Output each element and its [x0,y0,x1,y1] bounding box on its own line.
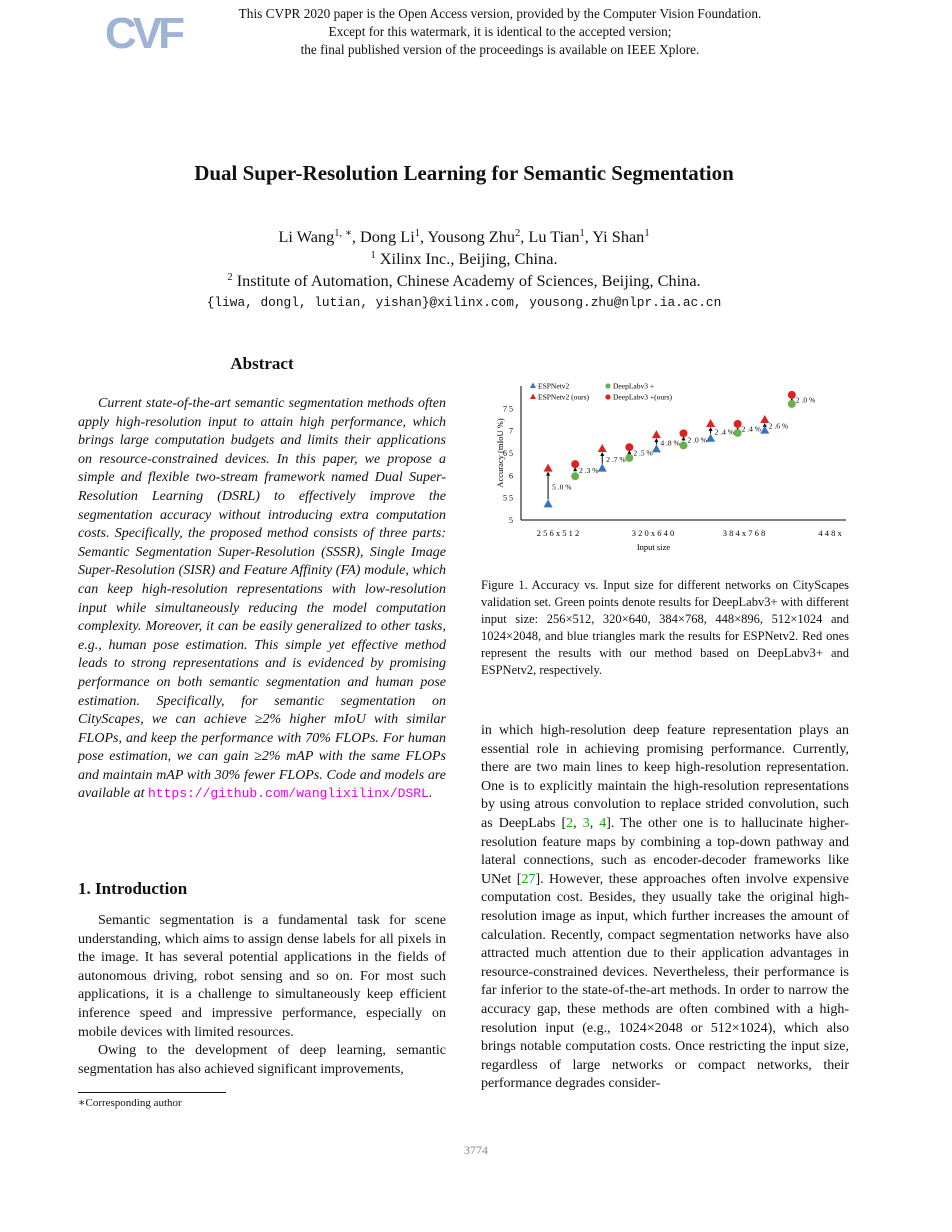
citation-link[interactable]: 3 [582,815,590,831]
data-point [652,430,661,438]
improvement-arrowhead [709,427,713,431]
gain-label: 2 .6 % [768,421,789,431]
gain-label: 2 .4 % [741,424,762,434]
code-link[interactable]: https://github.com/wanglixilinx/DSRL [148,786,429,802]
x-tick-label: 2 5 6 x 5 1 2 [536,528,580,538]
gain-label: 2 .5 % [633,448,653,458]
y-axis-label: Accuracy (mIoU %) [495,418,505,488]
intro-paragraph-1: Semantic segmentation is a fundamental task for scene understanding, which aims to assign dense labels for all pixels in the image. It has several potential applications in the fields of autonomous driving, robot sensing and so on. For most such applications, it is a challenge to simultaneously keep efficient inference speed and impressive performance, especially on mobile devices with limited resources. [78,913,446,1040]
legend-label: ESPNetv2 [538,381,570,391]
footnote: ∗Corresponding author [78,1097,182,1109]
citation-link[interactable]: 27 [521,871,536,887]
y-tick-label: 7 5 [503,404,513,414]
data-point [680,429,688,437]
abstract-heading: Abstract [230,354,294,373]
watermark-line-2: Except for this watermark, it is identical to the accepted version; [328,24,672,39]
data-point [544,499,553,507]
cvf-logo [105,8,181,58]
gain-label: 2 .0 % [795,395,816,405]
data-point [788,391,796,399]
legend-label: ESPNetv2 (ours) [538,392,590,402]
gain-label: 2 .0 % [687,435,707,445]
figure-1-caption: Figure 1. Accuracy vs. Input size for different networks on CityScapes validation set. Green points denote results for DeepLabv3+ with different input size: 256×512, 320×640, 384×768, 448×896, 512×1024 and 1024×2048, and blue triangles mark the results for ESPNetv2. Red ones represent the results with our method based on DeepLabv3+ and ESPNetv2, respectively. [481,578,849,677]
data-point [571,472,579,480]
data-point [788,400,796,408]
y-tick-label: 6 5 [503,449,513,458]
data-point [625,454,633,462]
data-point [625,443,633,451]
open-access-watermark [180,5,820,59]
citation-link[interactable]: 4 [599,815,607,831]
abstract-body: Current state-of-the-art semantic segmentation methods often apply high-resolution input to attain high performance, which brings large computation budgets and limits their applications on resource-constrained devices. In this paper, we propose a simple and flexible two-stream framework named Dual Super-Resolution Learning (DSRL) to effectively improve the segmentation accuracy without introducing extra computation costs. Specifically, the proposed method consists of three parts: Semantic Segmentation Super-Resolution (SSSR), Single Image Super-Resolution (SISR) and Feature Affinity (FA) module, which can keep high-resolution representations with low-resolution input while simultaneously reducing the model computation complexity. Moreover, it can be easily generalized to other tasks, e.g., human pose estimation. This simple yet effective method leads to strong representations and is evidenced by promising performance on both semantic segmentation and human pose estimation. Specifically, for semantic segmentation on CityScapes, we can achieve ≥2% higher mIoU with similar FLOPs, and keep the performance with 70% FLOPs. For human pose estimation, we can gain ≥2% mAP with the same FLOPs and maintain mAP with 30% fewer FLOPs. Code and models are available at https://github.com/wanglixilinx/DSRL. [78,396,446,802]
author-block [0,226,928,314]
accuracy-vs-input-size-chart [478,362,850,557]
x-tick-label: 3 2 0 x 6 4 0 [631,528,675,538]
gain-label: 2 .7 % [606,454,626,464]
watermark-line-3: the final published version of the proceedings is available on IEEE Xplore. [300,42,700,57]
y-tick-label: 5 [509,516,513,525]
cvf-logo-text: CVF [105,9,181,58]
legend-label: DeepLabv3 + [613,381,655,391]
x-axis-label: Input size [636,542,671,552]
data-point [571,460,579,468]
y-tick-label: 7 [509,426,513,436]
improvement-arrowhead [546,472,550,476]
gain-label: 4 .8 % [660,438,680,448]
right-paragraph: in which high-resolution deep feature representation plays an essential role in achieving promising performance. Currently, there are two main lines to keep high-resolution representation. One is to explicitly maintain the high-resolution representations by using atrous convolution to replace strided convolution, such as DeepLabs [2, 3, 4]. The other one is to hallucinate higher-resolution feature maps by combining a top-down pathway and lateral connections, such as encoder-decoder frameworks like UNet [27]. However, these approaches often involve expensive computation cost. Besides, they usually take the original high-resolution image as input, which further increases the amount of calculation. Recently, compact segmentation networks have also attracted much attention due to their application advantages in resource-constrained devices. Nevertheless, their performance is far inferior to the state-of-the-art methods. In order to narrow the accuracy gap, these methods are often combined with a high-resolution input (e.g., 1024×2048 or 512×1024), which also brings notable computation costs. Once restricting the input size, regardless of large networks or compact networks, their performance degrades consider- [481,723,850,1092]
data-point [544,464,553,472]
paper-title: Dual Super-Resolution Learning for Semantic Segmentation [194,161,734,185]
legend-marker [605,394,610,399]
data-point [734,429,742,437]
data-point [680,441,688,449]
page-number: 3774 [464,1143,488,1157]
author-names: Li Wang$^{1, ∗}$, Dong Li$^1$, Yousong Zhu$^2$, Lu Tian$^1$, Yi Shan$^1$ [278,227,650,246]
legend-marker [530,394,536,400]
x-tick-label: 4 4 8 x [818,528,842,538]
introduction-heading: 1. Introduction [78,879,188,898]
gain-label: 2 .3 % [579,466,599,476]
legend-label: DeepLabv3 +(ours) [613,392,673,402]
improvement-arrowhead [654,438,658,442]
author-emails: {liwa, dongl, lutian, yishan}@xilinx.com, yousong.zhu@nlpr.ia.ac.cn [206,295,722,310]
footnote-rule [78,1092,226,1093]
data-point [598,464,607,472]
watermark-line-1: This CVPR 2020 paper is the Open Access version, provided by the Computer Vision Foundation. [238,6,762,21]
intro-paragraph-2: Owing to the development of deep learning, semantic segmentation has also achieved significant improvements, [78,1043,446,1077]
right-column-body [481,722,849,1094]
improvement-arrowhead [600,452,604,456]
affiliation-1: $^1$ Xilinx Inc., Beijing, China. [370,249,558,268]
citation-link[interactable]: 2 [566,815,574,831]
legend-marker [530,383,536,389]
gain-label: 2 .4 % [714,427,734,437]
legend-marker [605,383,610,388]
affiliation-2: $^2$ Institute of Automation, Chinese Academy of Sciences, Beijing, China. [227,271,701,290]
data-point [734,420,742,428]
data-point [598,444,607,452]
data-point [706,419,715,427]
x-tick-label: 3 8 4 x 7 6 8 [722,528,766,538]
y-tick-label: 6 [509,471,513,481]
gain-label: 5 .0 % [552,482,572,492]
introduction-body [78,912,446,1079]
y-tick-label: 5 5 [503,493,513,503]
